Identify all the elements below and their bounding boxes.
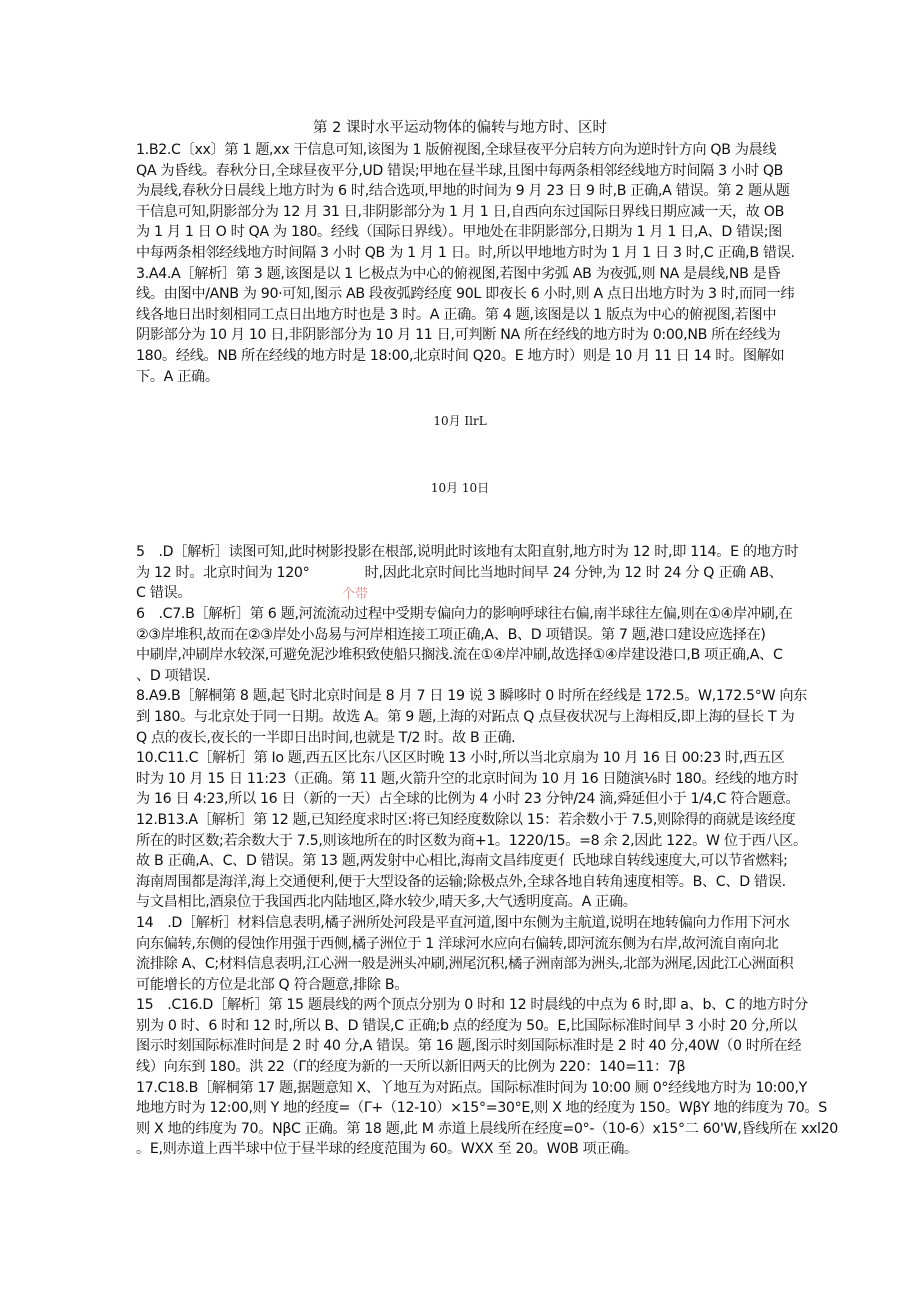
text-line: 流排除 A、C;材料信息表明,江心洲一般是洲头冲刷,洲尾沉积,橘子洲南部为洲头,北部为洲尾,因此江心洲面积: [136, 956, 794, 973]
text-line: 中每两条相邻经线地方时间隔 3 小时 QB 为 1 月 1 日。时,所以甲地地方时为 1 月 1 日 3 时,C 正确,B 错误.: [136, 244, 795, 261]
text-line: 14 .D［解析］材料信息表明,橘子洲所处河段是平直河道,图中东侧为主航道,说明在地转偏向力作用下河水: [136, 914, 790, 931]
text-line: 中刷岸,冲刷岸水较深,可避免泥沙堆积致使船只搁浅.流在①④岸冲刷,故选择①④岸建设港口,B 项正确,A、C: [136, 647, 783, 664]
text-line: 5 .D［解析］读图可知,此时树影投影在根部,说明此时该地有太阳直射,地方时为 12 时,即 114。E 的地方时: [136, 544, 799, 560]
text-line: 15 .C16.D［解析］第 15 题晨线的两个顶点分别为 0 时和 12 时晨线的中点为 6 时,即 a、b、C 的地方时分: [136, 997, 808, 1014]
text-line: ②③岸堆积,故而在②③岸处小岛易与河岸相连接工项正确,A、B、D 项错误。第 7 题,港口建设应选择在): [136, 626, 766, 643]
text-line: 到 180。与北京处于同一日期。故选 A。第 9 题,上海的对跖点 Q 点昼夜状况与上海相反,即上海的昼长 T 为: [136, 708, 795, 725]
text-line: 180。经线。NB 所在经线的地方时是 18:00,北京时间 Q20。E 地方时）则是 10 月 11 日 14 时。图解如: [136, 347, 785, 364]
text-line: 时为 10 月 15 日 11:23（正确。第 11 题,火箭升空的北京时间为 10 月 16 日随演⅛时 180。经线的地方时: [136, 770, 799, 787]
text-line: 别为 0 时、6 时和 12 时,所以 B、D 错误,C 正确;b 点的经度为 50。E,比国际标准时间早 3 小时 20 分,所以: [136, 1017, 797, 1034]
text-line: 所在的时区数;若余数大于 7.5,则该地所在的时区数为商+1。1220/15。=8 余 2,因此 122。W 位于西八区。: [136, 832, 807, 849]
text-line: 图示时刻国际标准时间是 2 时 40 分,A 错误。第 16 题,图示时刻国际标准时是 2 时 40 分,40W（0 时所在经: [136, 1038, 802, 1055]
text-line: 故 B 正确,A、C、D 错误。第 13 题,两发射中心相比,海南文昌纬度更亻氏地球自转线速度大,可以节省燃料;: [136, 853, 788, 870]
text-line: 10.C11.C［解析］第 Io 题,西五区比东八区区时晚 13 小时,所以当北京扇为 10 月 16 日 00:23 时,西五区: [136, 750, 785, 767]
text-line: 为 12 时。北京时间为 120° 时,因此北京时间比当地时间早 24 分钟,为 12 时 24 分 Q 正确 AB、: [136, 564, 783, 581]
text-line: 6 .C7.B［解析］第 6 题,河流流动过程中受期专偏向力的影响呼球往右偏,南半球往左偏,则在①④岸冲刷,在: [136, 606, 793, 622]
text-line: 3.A4.A［解析］第 3 题,该图是以 1 匕极点为中心的俯视图,若图中劣弧 AB 为夜弧,则 NA 是晨线,NB 是昏: [136, 265, 781, 282]
figure-label-oct-10: 10月 10日: [430, 481, 490, 495]
text-line: 为晨线,春秋分日晨线上地方时为 6 时,结合选项,甲地的时间为 9 月 23 日 9 时,B 正确,A 错误。第 2 题从题: [136, 183, 790, 200]
text-line: 线各地日出时刻相同工点日出地方时也是 3 时。A 正确。第 4 题,该图是以 1 版点为中心的俯视图,若图中: [136, 306, 777, 323]
text-line: 为 1 月 1 日 O 时 QA 为 180。经线（国际日界线）。甲地处在非阴影部分,日期为 1 月 1 日,A、D 错误;图: [136, 224, 783, 241]
text-line: 海南周围都是海洋,海上交通便利,便于大型设备的运输;除极点外,全球各地自转角速度相等。B、C、D 错误.: [136, 873, 786, 890]
text-line: 向东偏转,东侧的侵蚀作用强于西侧,橘子洲位于 1 洋球河水应向右偏转,即河流东侧为右岸,故河流自南向北: [136, 935, 779, 952]
text-line: 下。A 正确。: [136, 368, 219, 385]
red-stamp-mark: 个带: [342, 587, 369, 602]
text-line: 1.B2.C〔xx〕第 1 题,xx 干信息可知,该图为 1 版俯视图,全球昼夜平分启转方向为逆时针方向 QB 为晨线: [136, 142, 777, 158]
text-line: 地地方时为 12:00,则 Y 地的经度=（Γ+（12-10）×15°=30°E,则 X 地的经度为 150。WβY 地的纬度为 70。S: [136, 1100, 827, 1117]
text-line: 8.A9.B［解桐第 8 题,起飞时北京时间是 8 月 7 日 19 说 3 瞬哆时 0 时所在经线是 172.5。W,172.5°W 向东: [136, 688, 807, 705]
answer-block-2: [136, 542, 799, 604]
text-line: C 错误。: [136, 585, 192, 602]
text-line: 阴影部分为 10 月 10 日,非阴影部分为 10 月 11 日,可判断 NA 所在经线的地方时为 0:00,NB 所在经线为: [136, 327, 781, 344]
text-line: 线。由图中/ANB 为 90·可知,图示 AB 段夜弧跨经度 90L 即夜长 6 小时,则 A 点日出地方时为 3 时,而同一纬: [136, 286, 795, 303]
text-line: 。E,则赤道上西半球中位于昼半球的经度范围为 60。WXX 至 20。W0B 项正确。: [136, 1141, 638, 1158]
text-line: 与文昌相比,酒泉位于我国西北内陆地区,降水较少,晴天多,大气透明度高。A 正确。: [136, 894, 637, 911]
figure-label-oct-11: 10月 IlrL: [433, 414, 487, 428]
answer-block-1: [136, 140, 796, 387]
text-line: 线）向东到 180。洪 22（Γ的经度为新的一天所以新旧两天的比例为 220：140=11：7β: [136, 1059, 686, 1076]
text-line: 17.C18.B［解桐第 17 题,据题意知 X、丫地互为对跖点。国际标准时间为 10:00 厕 0°经线地方时为 10:00,Y: [136, 1079, 807, 1096]
text-line: 、D 项错误.: [136, 667, 211, 684]
text-line: 则 X 地的纬度为 70。NβC 正确。第 18 题,此 M 赤道上晨线所在经度=0°-（10-6）x15°二 60'W,昏线所在 xxl20: [136, 1120, 838, 1137]
answer-block-3: [136, 604, 838, 1160]
text-line: QA 为昏线。春秋分日,全球昼夜平分,UD 错误;甲地在昼半球,且图中每两条相邻经线地方时间隔 3 小时 QB: [136, 162, 784, 179]
text-line: 干信息可知,阴影部分为 12 月 31 日,非阴影部分为 1 月 1 日,自西向东过国际日界线日期应减一天，故 OB: [136, 203, 785, 220]
text-line: Q 点的夜长,夜长的一半即日出时间,也就是 T/2 时。故 B 正确.: [136, 729, 516, 746]
text-line: 为 16 日 4:23,所以 16 日（新的一天）占全球的比例为 4 小时 23 分钟/24 滴,舜延但小于 1/4,C 符合题意。: [136, 791, 800, 808]
text-line: 12.B13.A［解析］第 12 题,已知经度求时区:将已知经度数除以 15：若余数小于 7.5,则除得的商就是该经度: [136, 811, 796, 828]
page-title: 第 2 课时水平运动物体的偏转与地方时、区时: [313, 120, 607, 136]
text-line: 可能增长的方位是北部 Q 符合题意,排除 B。: [136, 976, 409, 993]
